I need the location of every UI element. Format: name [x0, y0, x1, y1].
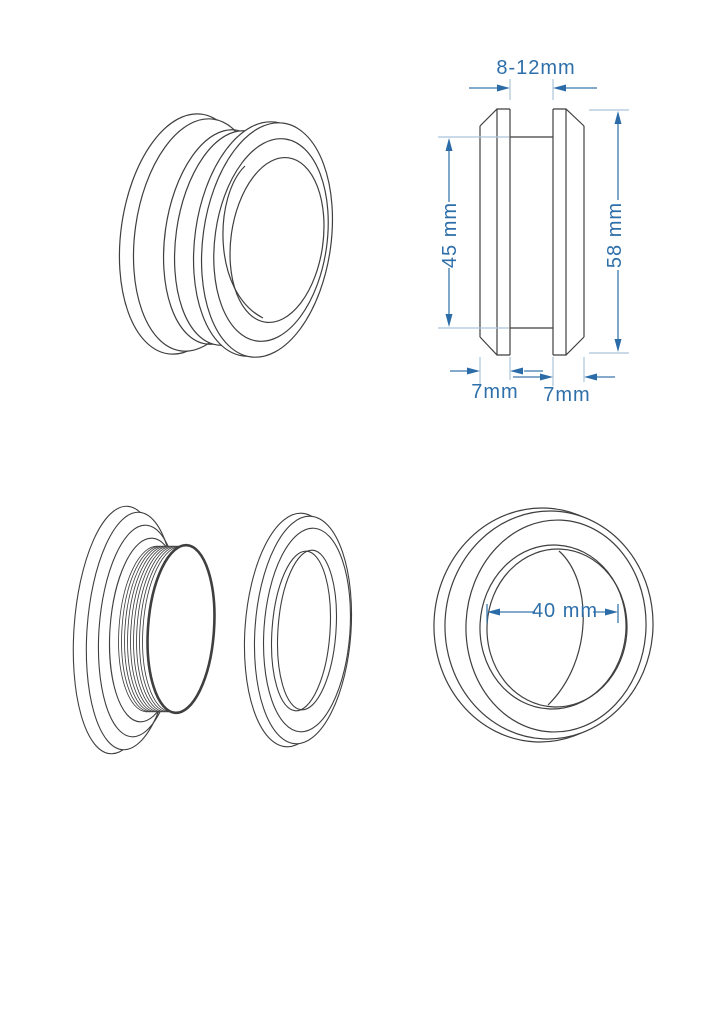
assembled-iso-view: [105, 105, 347, 365]
hole-diameter-label: 40 mm: [531, 600, 599, 622]
front-iso-view: [428, 503, 659, 748]
left-flange-extension-lines: [480, 357, 510, 384]
flange-diameter-label: 58 mm: [604, 201, 626, 269]
cover-ring: [237, 510, 359, 750]
dimension-arrowheads: [446, 85, 622, 381]
right-flange-width-label: 7mm: [543, 384, 591, 406]
exploded-iso-view: [65, 503, 358, 757]
body-diameter-label: 45 mm: [439, 201, 461, 269]
cross-section-view: [480, 109, 584, 355]
glass-gap-extension-lines: [510, 79, 553, 100]
cross-section-dimensions: [438, 79, 629, 386]
left-flange-width-label: 7mm: [471, 381, 519, 403]
right-flange-extension-lines: [553, 357, 584, 386]
glass-thickness-label: 8-12mm: [496, 57, 576, 79]
